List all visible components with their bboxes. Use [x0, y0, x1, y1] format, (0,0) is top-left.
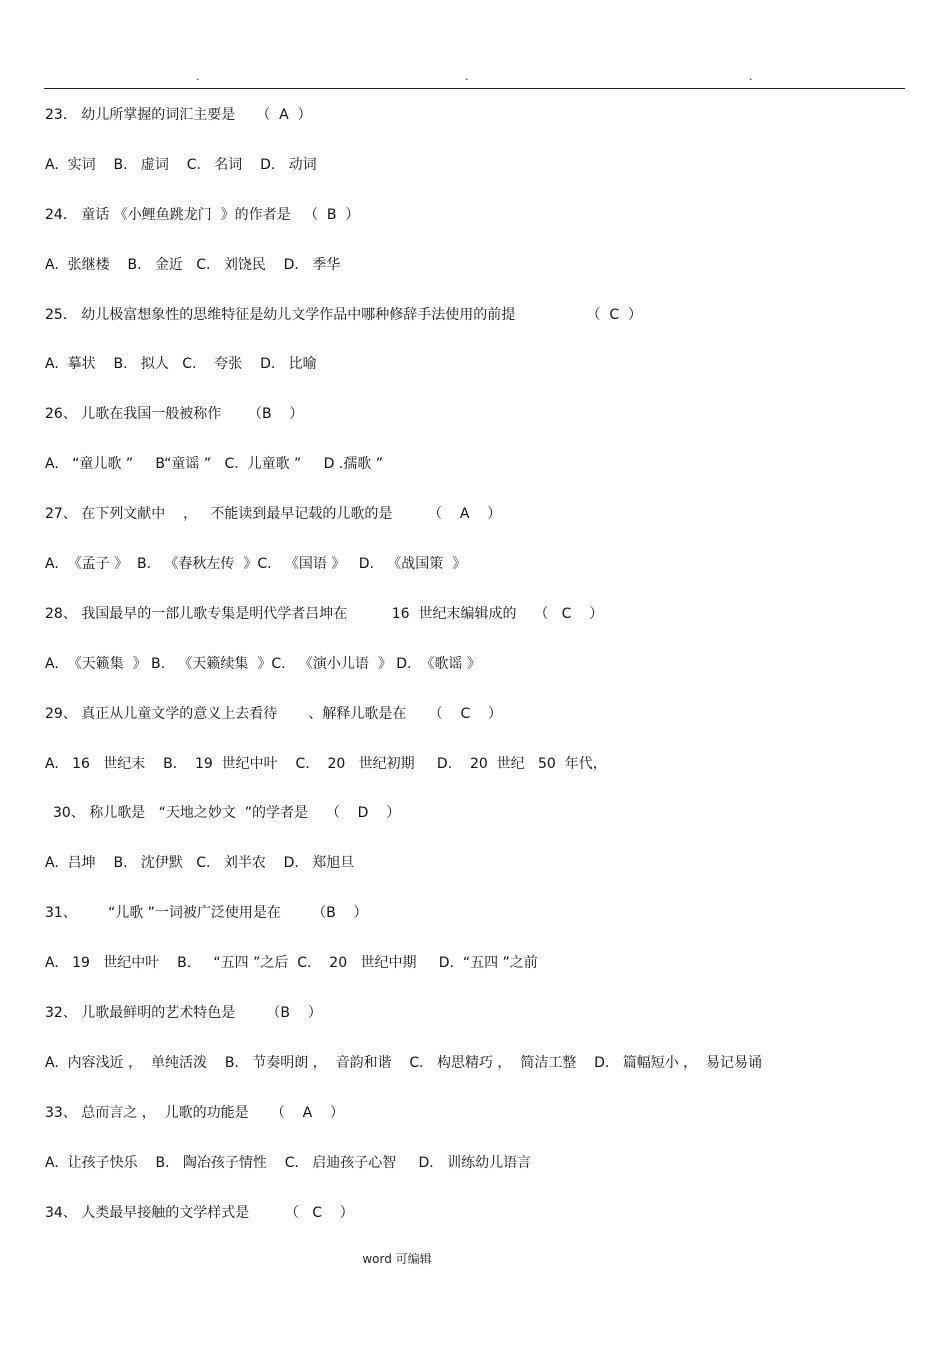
question-24: 24． 童话 《小鲤鱼跳龙门 》的作者是 （ B ） [45, 206, 360, 223]
question-29: 29、 真正从儿童文学的意义上去看待 、解释儿歌是在 （ C ） [45, 705, 503, 722]
document-body [45, 104, 905, 1251]
header-dot: . [465, 70, 469, 83]
question-31: 31、 “儿歌 ”一词被广泛使用是在 （B ） [45, 905, 368, 922]
question-27: 27、 在下列文献中 ， 不能读到最早记载的儿歌的是 （ A ） [45, 506, 502, 523]
options-26: A. “童儿歌 ” B“童谣 ” C. 儿童歌 ” D .孺歌 ” [45, 456, 383, 473]
header-rule [44, 88, 905, 89]
options-30: A. 吕坤 B. 沈伊默 C. 刘半农 D. 郑旭旦 [45, 855, 355, 872]
page-header-dots [0, 70, 950, 84]
options-27: A. 《孟子 》 B. 《春秋左传 》C. 《国语 》 D. 《战国策 》 [45, 556, 467, 573]
options-32: A. 内容浅近 ， 单纯活泼 B. 节奏明朗 ， 音韵和谐 C. 构思精巧 ， 简洁工整 D. 篇幅短小 ， 易记易诵 [45, 1054, 763, 1071]
header-dot: . [196, 70, 200, 83]
question-28: 28、 我国最早的一部儿歌专集是明代学者吕坤在 16 世纪末编辑成的 （ C ） [45, 605, 604, 622]
options-25: A. 摹状 B. 拟人 C. 夸张 D. 比喻 [45, 356, 317, 373]
header-dot: . [749, 70, 753, 83]
options-29: A. 16 世纪末 B. 19 世纪中叶 C. 20 世纪初期 D. 20 世纪 50 年代， [45, 755, 607, 772]
options-33: A. 让孩子快乐 B. 陶冶孩子情性 C. 启迪孩子心智 D. 训练幼儿语言 [45, 1154, 532, 1171]
question-26: 26、 儿歌在我国一般被称作 （B ） [45, 406, 304, 423]
question-32: 32、 儿歌最鲜明的艺术特色是 （B ） [45, 1005, 322, 1022]
question-23: 23． 幼儿所掌握的词汇主要是 （ A ） [45, 107, 312, 123]
question-25: 25． 幼儿极富想象性的思维特征是幼儿文学作品中哪种修辞手法使用的前提 （ C ） [45, 306, 643, 323]
options-31: A. 19 世纪中叶 B. “五四 ”之后 C. 20 世纪中期 D. “五四 ”之前 [45, 955, 538, 972]
question-34: 34、 人类最早接触的文学样式是 （ C ） [45, 1204, 354, 1221]
question-33: 33、 总而言之 ， 儿歌的功能是 （ A ） [45, 1104, 345, 1121]
page-footer: word 可编辑 [362, 1252, 432, 1266]
options-28: A. 《天籁集 》 B. 《天籁续集 》C. 《演小儿语 》 D. 《歌谣 》 [45, 655, 481, 672]
options-24: A. 张继楼 B. 金近 C. 刘饶民 D. 季华 [45, 256, 341, 273]
options-23: A. 实词 B. 虚词 C. 名词 D. 动词 [45, 156, 317, 173]
question-30: 30、 称儿歌是 “天地之妙文 ”的学者是 （ D ） [53, 805, 401, 822]
